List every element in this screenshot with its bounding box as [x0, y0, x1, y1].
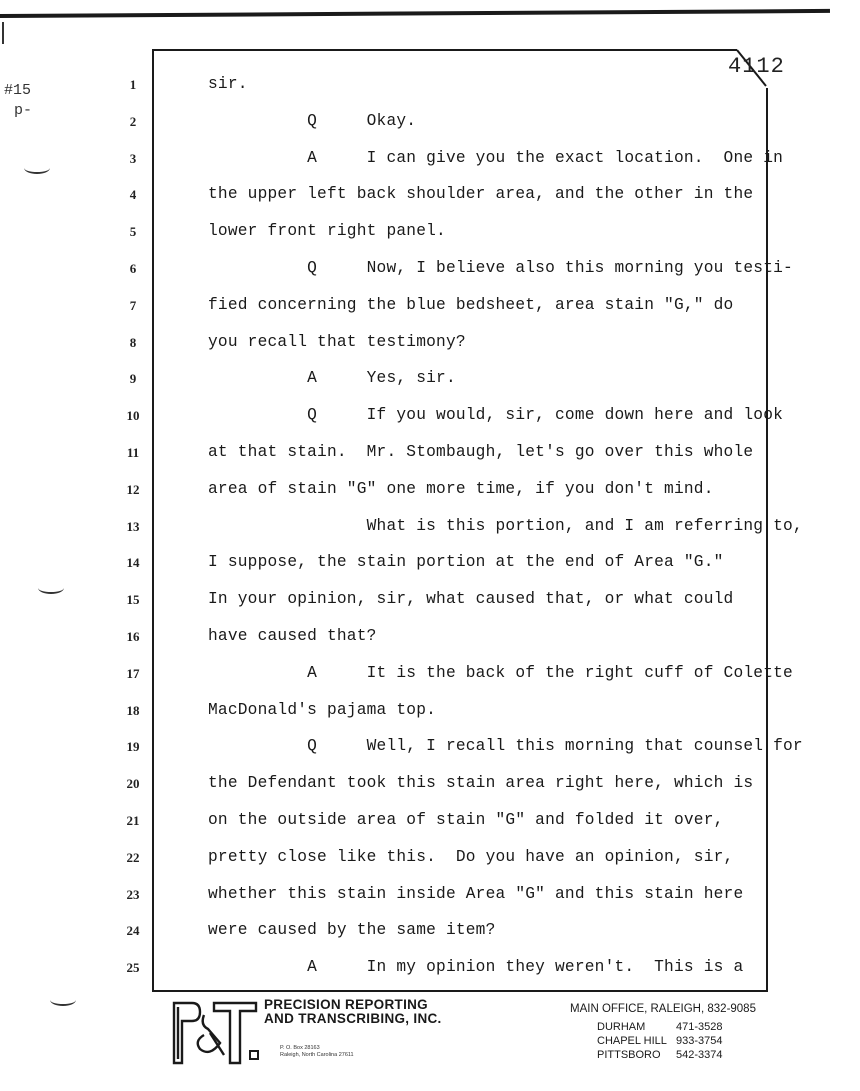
- page-frame-top: [152, 49, 737, 51]
- margin-tick-mark: [50, 994, 76, 1006]
- transcript-line: the upper left back shoulder area, and the other in the: [208, 185, 754, 203]
- line-number: 5: [129, 224, 137, 239]
- page-frame-right: [766, 88, 768, 992]
- line-number: 22: [126, 850, 140, 865]
- transcript-line: In your opinion, sir, what caused that, or what could: [208, 590, 734, 608]
- transcript-line: Q Okay.: [208, 112, 417, 130]
- office-city: CHAPEL HILL: [597, 1035, 667, 1047]
- firm-address-line2: Raleigh, North Carolina 27611: [280, 1052, 354, 1058]
- main-office: MAIN OFFICE, RALEIGH, 832-9085: [570, 1003, 756, 1015]
- office-city: DURHAM: [597, 1021, 646, 1033]
- line-number: 12: [126, 482, 140, 497]
- line-number: 20: [126, 776, 140, 791]
- line-number: 3: [129, 151, 137, 166]
- transcript-line: A In my opinion they weren't. This is a: [208, 958, 744, 976]
- line-number: 23: [126, 887, 140, 902]
- line-number: 11: [126, 445, 140, 460]
- office-phone: 933-3754: [676, 1035, 723, 1047]
- line-number: 10: [126, 408, 140, 423]
- line-number: 9: [129, 371, 137, 386]
- margin-exhibit-note: #15: [4, 82, 32, 99]
- transcript-line: sir.: [208, 75, 248, 93]
- logo-text: P&T: [170, 997, 172, 998]
- top-rule: [0, 9, 830, 18]
- transcript-line: fied concerning the blue bedsheet, area stain "G," do: [208, 296, 734, 314]
- margin-tick-mark: [24, 162, 50, 174]
- transcript-line: A It is the back of the right cuff of Colette: [208, 664, 793, 682]
- line-number: 2: [129, 114, 137, 129]
- transcript-line: area of stain "G" one more time, if you don't mind.: [208, 480, 714, 498]
- line-number: 21: [126, 813, 140, 828]
- transcript-line: Q Well, I recall this morning that counsel for: [208, 737, 803, 755]
- office-phone: 471-3528: [676, 1021, 723, 1033]
- firm-name-line1: PRECISION REPORTING: [264, 997, 428, 1012]
- company-logo: [170, 997, 262, 1069]
- page-number: 4112: [728, 54, 785, 79]
- transcript-line: A I can give you the exact location. One in: [208, 149, 784, 167]
- line-number: 16: [126, 629, 140, 644]
- line-number: 19: [126, 739, 140, 754]
- line-number: 24: [126, 923, 140, 938]
- transcript-line: whether this stain inside Area "G" and this stain here: [208, 885, 744, 903]
- line-number: 15: [126, 592, 140, 607]
- office-phone: 542-3374: [676, 1049, 723, 1061]
- firm-name-line2: AND TRANSCRIBING, INC.: [264, 1011, 442, 1026]
- transcript-line: Q If you would, sir, come down here and look: [208, 406, 784, 424]
- line-number: 1: [129, 77, 137, 92]
- transcript-line: MacDonald's pajama top.: [208, 701, 437, 719]
- line-number: 6: [129, 261, 137, 276]
- transcript-line: were caused by the same item?: [208, 921, 496, 939]
- line-number: 14: [126, 555, 140, 570]
- transcript-line: Q Now, I believe also this morning you testi-: [208, 259, 793, 277]
- top-left-stub: [2, 22, 4, 44]
- transcript-line: A Yes, sir.: [208, 369, 456, 387]
- line-number: 25: [126, 960, 140, 975]
- transcript-line: pretty close like this. Do you have an opinion, sir,: [208, 848, 734, 866]
- transcript-line: on the outside area of stain "G" and folded it over,: [208, 811, 724, 829]
- office-city: PITTSBORO: [597, 1049, 661, 1061]
- line-number: 8: [129, 335, 137, 350]
- page-frame-bottom: [152, 990, 768, 992]
- line-number: 4: [129, 187, 137, 202]
- transcript-line: have caused that?: [208, 627, 377, 645]
- transcript-line: the Defendant took this stain area right here, which is: [208, 774, 754, 792]
- transcript-line: lower front right panel.: [208, 222, 446, 240]
- line-number: 17: [126, 666, 140, 681]
- line-number: 18: [126, 703, 140, 718]
- transcript-line: at that stain. Mr. Stombaugh, let's go over this whole: [208, 443, 754, 461]
- firm-address-line1: P. O. Box 28163: [280, 1045, 320, 1051]
- line-number: 13: [126, 519, 140, 534]
- transcript-line: you recall that testimony?: [208, 333, 466, 351]
- line-number: 7: [129, 298, 137, 313]
- transcript-line: I suppose, the stain portion at the end of Area "G.": [208, 553, 724, 571]
- margin-page-note: p-: [14, 102, 33, 119]
- transcript-line: What is this portion, and I am referring to,: [208, 517, 803, 535]
- margin-tick-mark: [38, 582, 64, 594]
